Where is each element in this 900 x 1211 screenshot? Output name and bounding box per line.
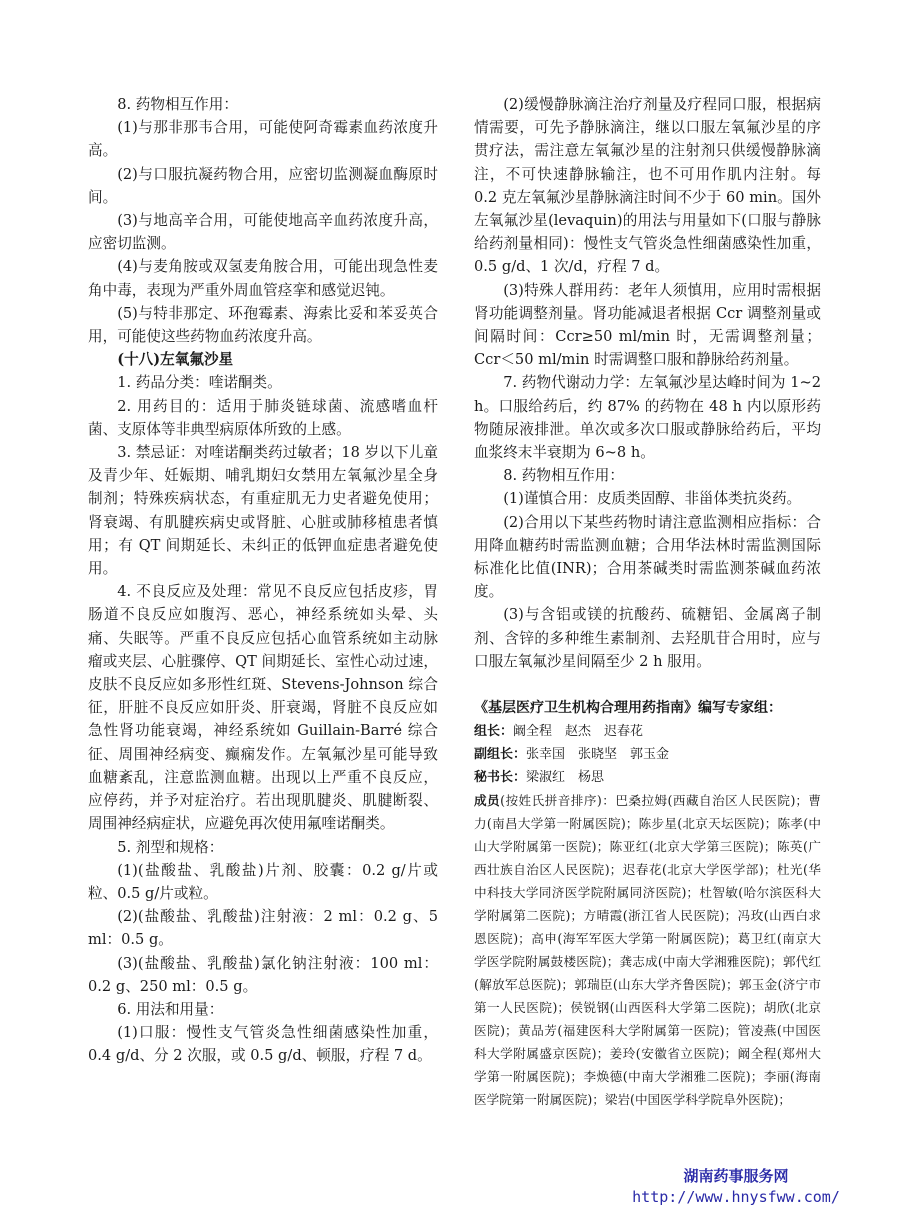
paragraph: (1)与那非那韦合用，可能使阿奇霉素血药浓度升高。 [88,119,438,160]
paragraph: 4. 不良反应及处理：常见不良反应包括皮疹，胃肠道不良反应如腹泻、恶心，神经系统如头晕、头痛、失眠等。严重不良反应包括心血管系统如主动脉瘤或夹层、心脏骤停、QT 间期延长、室性心动过速，皮肤不良反应如多形性红斑、Stevens-Johnson 综合征，肝脏不良反应如肝炎、肝衰竭，肾脏不良反应如急性肾功能衰竭，神经系统如 Guillain-Barré 综合征、周围神经病变、癫痫发作。左氧氟沙星可能导致血糖紊乱，注意监测血糖。出现以上严重不良反应，应停药，并予对症治疗。若出现肌腱炎、肌腱断裂、周围神经病症状，应避免再次使用氟喹诺酮类。 [88,583,438,833]
paragraph: (2)(盐酸盐、乳酸盐)注射液：2 ml：0.2 g、5 ml：0.5 g。 [88,908,438,949]
paragraph: 6. 用法和用量： [117,1000,224,1018]
editorial-members [474,789,821,1111]
paragraph: 3. 禁忌证：对喹诺酮类药过敏者；18 岁以下儿童及青少年、妊娠期、哺乳期妇女禁用左氧氟沙星全身制剂；特殊疾病状态，有重症肌无力史者避免使用；肾衰竭、有肌腱疾病史或肾脏、心脏或肺移植患者慎用；有 QT 间期延长、未纠正的低钾血症患者避免使用。 [88,444,438,578]
members-label: 成员 [474,793,501,809]
paragraph: (3)与地高辛合用，可能使地高辛血药浓度升高，应密切监测。 [88,212,438,253]
editorial-title: 《基层医疗卫生机构合理用药指南》编写专家组： [474,700,782,717]
paragraph: (2)与口服抗凝药物合用，应密切监测凝血酶原时间。 [88,165,438,206]
paragraph: (1)口服：慢性支气管炎急性细菌感染性加重，0.4 g/d、分 2 次服，或 0.5 g/d、顿服，疗程 7 d。 [88,1024,438,1065]
members-text: (按姓氏拼音排序)：巴桑拉姆(西藏自治区人民医院)；曹力(南昌大学第一附属医院)；陈步星(北京天坛医院)；陈孝(中山大学附属第一医院)；陈亚红(北京大学第三医院)；陈英(广西壮族自治区人民医院)；迟春花(北京大学医学部)；杜光(华中科技大学同济医学院附属同济医院)；杜智敏(哈尔滨医科大学附属第二医院)；方晴霞(浙江省人民医院)；冯玫(山西白求恩医院)；高申(海军军医大学第一附属医院)；葛卫红(南京大学医学院附属鼓楼医院)；龚志成(中南大学湘雅医院)；郭代红(解放军总医院)；郭瑞臣(山东大学齐鲁医院)；郭玉金(济宁市第一人民医院)；侯锐钢(山西医科大学第二医院)；胡欣(北京医院)；黄品芳(福建医科大学附属第一医院)；管凌燕(中国医科大学附属盛京医院)；姜玲(安徽省立医院)；阚全程(郑州大学第一附属医院)；李焕德(中南大学湘雅二医院)；李丽(海南医学院第一附属医院)；梁岩(中国医学科学院阜外医院)； [474,793,822,1108]
secretary-label: 秘书长： [474,770,527,786]
paragraph: 8. 药物相互作用： [117,96,238,113]
secretary-names: 梁淑红 杨思 [526,770,605,786]
editorial-board [474,697,821,1111]
paragraph: (5)与特非那定、环孢霉素、海索比妥和苯妥英合用，可能使这些药物血药浓度升高。 [88,304,438,346]
paragraph: (1)(盐酸盐、乳酸盐)片剂、胶囊：0.2 g/片或粒、0.5 g/片或粒。 [88,861,438,902]
deputy-label: 副组长： [474,747,527,763]
paragraph: (1)谨慎合用：皮质类固醇、非甾体类抗炎药。 [503,490,802,508]
paragraph: 8. 药物相互作用： [503,467,624,485]
paragraph: (3)(盐酸盐、乳酸盐)氯化钠注射液：100 ml：0.2 g、250 ml：0.5 g。 [88,954,438,995]
watermark-footer [616,1166,856,1208]
left-column [88,93,438,1068]
editorial-secretary [474,766,821,789]
paragraph: (4)与麦角胺或双氢麦角胺合用，可能出现急性麦角中毒，表现为严重外周血管痉挛和感觉迟钝。 [88,258,438,299]
paragraph: 2. 用药目的：适用于肺炎链球菌、流感嗜血杆菌、支原体等非典型病原体所致的上感。 [88,397,438,438]
right-column-body [474,93,821,673]
leader-names: 阚全程 赵杰 迟春花 [513,724,644,740]
site-url-link[interactable]: http://www.hnysfww.com/ [632,1188,840,1206]
paragraph: 5. 剂型和规格： [117,838,224,856]
editorial-leader [474,720,821,743]
leader-label: 组长： [474,724,514,740]
paragraph: 1. 药品分类：喹诺酮类。 [117,374,282,392]
right-column [474,93,821,1111]
paragraph: (2)缓慢静脉滴注治疗剂量及疗程同口服，根据病情需要，可先予静脉滴注，继以口服左氧氟沙星的序贯疗法，需注意左氧氟沙星的注射剂只供缓慢静脉滴注，不可快速静脉输注，也不可用作肌内注射。每 0.2 克左氧氟沙星静脉滴注时间不少于 60 min。国外左氧氟沙星(levaquin)的用法与用量如下(口服与静脉给药剂量相同)：慢性支气管炎急性细菌感染性加重，0.5 g/d、1 次/d，疗程 7 d。 [474,96,821,276]
section-heading: (十八)左氧氟沙星 [117,351,234,369]
paragraph: (3)特殊人群用药：老年人须慎用，应用时需根据肾功能调整剂量。肾功能减退者根据 Ccr 调整剂量或间隔时间：Ccr≥50 ml/min 时，无需调整剂量；Ccr＜50 ml/min 时需调整口服和静脉给药剂量。 [474,281,821,369]
paragraph: (2)合用以下某些药物时请注意监测相应指标：合用降血糖药时需监测血糖；合用华法林时需监测国际标准化比值(INR)；合用茶碱类时需监测茶碱血药浓度。 [474,513,821,601]
site-name: 湖南药事服务网 [683,1167,789,1185]
deputy-names: 张幸国 张晓坚 郭玉金 [526,747,670,763]
paragraph: 7. 药物代谢动力学：左氧氟沙星达峰时间为 1~2 h。口服给药后，约 87% 的药物在 48 h 内以原形药物随尿液排泄。单次或多次口服或静脉给药后，平均血浆终末半衰期为 6~8 h。 [474,374,821,462]
editorial-deputy [474,743,821,766]
paragraph: (3)与含铝或镁的抗酸药、硫糖铝、金属离子制剂、含锌的多种维生素制剂、去羟肌苷合用时，应与口服左氧氟沙星间隔至少 2 h 服用。 [474,606,821,670]
